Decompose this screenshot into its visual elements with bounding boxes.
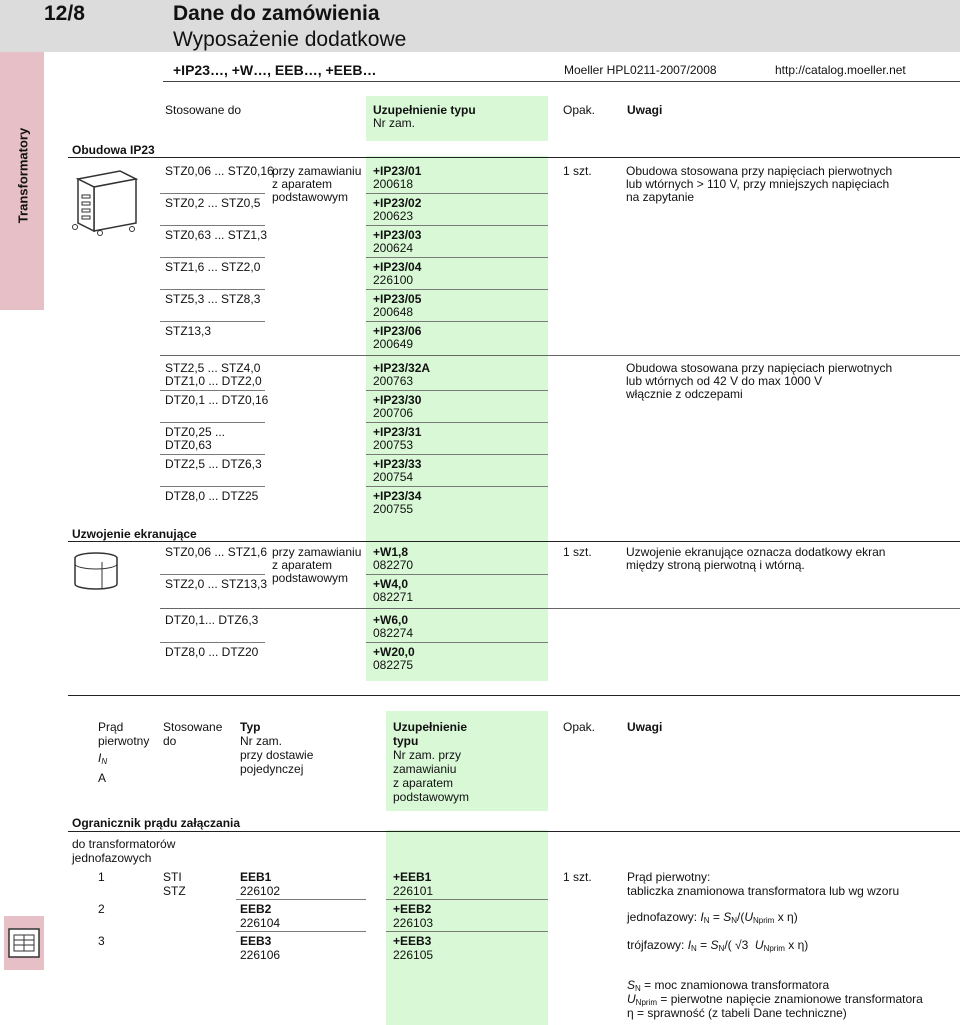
page-number: 12/8 — [44, 2, 85, 25]
code-cell: 226101 — [393, 884, 434, 898]
col-type: Typ — [240, 720, 261, 734]
code-cell: 226104 — [240, 916, 281, 930]
col-remarks: Uwagi — [627, 720, 663, 734]
type-cell: +IP23/06 — [373, 324, 422, 338]
code-cell: 200618 — [373, 177, 414, 191]
remark-line: lub wtórnych > 110 V, przy mniejszych napięciach — [626, 177, 890, 191]
pack-value: 1 szt. — [563, 164, 592, 178]
type-cell: +EEB2 — [393, 902, 432, 916]
note-line: z aparatem — [272, 558, 333, 572]
range-cell: STZ1,6 ... STZ2,0 — [165, 260, 261, 274]
range-cell: STZ2,5 ... STZ4,0 — [165, 361, 261, 375]
col-order-no: Nr zam. — [373, 116, 415, 130]
col-pack: Opak. — [563, 103, 596, 117]
col-supplement: podstawowym — [393, 790, 470, 804]
col-supplement: typu — [393, 734, 419, 748]
code-cell: 226103 — [393, 916, 434, 930]
range-cell: STZ0,06 ... STZ1,6 — [165, 545, 268, 559]
code-cell: 082270 — [373, 558, 414, 572]
remark-line: Obudowa stosowana przy napięciach pierwotnych — [626, 361, 893, 375]
definition-sn: $S_N$ = moc znamionowa transformatora — [627, 978, 830, 993]
col-type: Nr zam. — [240, 734, 282, 748]
remark-line: Uzwojenie ekranujące oznacza dodatkowy ekran — [626, 545, 886, 559]
range-cell: DTZ1,0 ... DTZ2,0 — [165, 374, 262, 388]
range-cell: DTZ8,0 ... DTZ20 — [165, 645, 259, 659]
transformer-icon — [8, 928, 40, 958]
current-cell: 2 — [98, 902, 105, 916]
code-cell: 082271 — [373, 590, 414, 604]
formula-single-phase: jednofazowy: $I_N = S_N/(U_{Nprim}$ x η) — [627, 910, 798, 925]
col-current-symbol: $I_N$ — [98, 751, 108, 766]
pack-value: 1 szt. — [563, 870, 592, 884]
range-cell: DTZ2,5 ... DTZ6,3 — [165, 457, 262, 471]
type-cell: +IP23/02 — [373, 196, 422, 210]
col-supplement: zamawianiu — [393, 762, 457, 776]
range-cell: STZ0,06 ... STZ0,16 — [165, 164, 274, 178]
current-cell: 3 — [98, 934, 105, 948]
remark-line: włącznie z odczepami — [626, 387, 743, 401]
source-label: Moeller HPL0211-2007/2008 — [564, 63, 717, 77]
note-line: podstawowym — [272, 190, 349, 204]
col-supplement: z aparatem — [393, 776, 454, 790]
current-cell: 1 — [98, 870, 105, 884]
note-line: podstawowym — [272, 571, 349, 585]
series-title: +IP23…, +W…, EEB…, +EEB… — [173, 62, 377, 78]
formula-three-phase: trójfazowy: $I_N = S_N/$( √3 $U_{Nprim}$ x η) — [627, 938, 809, 953]
applied-value: STZ — [163, 884, 186, 898]
note-line: z aparatem — [272, 177, 333, 191]
range-cell: STZ13,3 — [165, 324, 212, 338]
type-cell: +IP23/34 — [373, 489, 422, 503]
note-line: przy zamawianiu — [272, 164, 362, 178]
col-type: przy dostawie — [240, 748, 314, 762]
code-cell: 082275 — [373, 658, 414, 672]
code-cell: 226102 — [240, 884, 281, 898]
col-supplement: Uzupełnienie — [393, 720, 468, 734]
page-header — [0, 0, 960, 52]
range-cell: DTZ0,1... DTZ6,3 — [165, 613, 259, 627]
sidebar-label: Transformatory — [15, 127, 31, 224]
type-cell: +EEB1 — [393, 870, 432, 884]
code-cell: 200706 — [373, 406, 414, 420]
type-cell: +IP23/31 — [373, 425, 422, 439]
type-cell: +IP23/33 — [373, 457, 422, 471]
range-cell: STZ0,63 ... STZ1,3 — [165, 228, 268, 242]
type-cell: +W4,0 — [373, 577, 409, 591]
col-current: Prąd — [98, 720, 124, 734]
code-cell: 200648 — [373, 305, 414, 319]
code-cell: 200623 — [373, 209, 414, 223]
code-cell: 226106 — [240, 948, 281, 962]
code-cell: 200763 — [373, 374, 414, 388]
type-cell: +W1,8 — [373, 545, 409, 559]
col-applied: Stosowane do — [165, 103, 242, 117]
code-cell: 200649 — [373, 337, 414, 351]
type-cell: +EEB3 — [393, 934, 432, 948]
code-cell: 226105 — [393, 948, 434, 962]
remark-line: Obudowa stosowana przy napięciach pierwotnych — [626, 164, 893, 178]
section-subtitle: do transformatorów — [72, 837, 176, 851]
code-cell: 082274 — [373, 626, 414, 640]
remark-line: na zapytanie — [626, 190, 695, 204]
catalog-url[interactable]: http://catalog.moeller.net — [775, 63, 906, 77]
remark-line: tabliczka znamionowa transformatora lub wg wzoru — [627, 884, 900, 898]
remark-line: lub wtórnych od 42 V do max 1000 V — [626, 374, 823, 388]
page-subtitle: Wyposażenie dodatkowe — [173, 28, 407, 51]
col-supplement: Uzupełnienie typu — [373, 103, 476, 117]
enclosure-icon — [70, 165, 142, 237]
code-cell: 200624 — [373, 241, 414, 255]
range-cell: DTZ0,25 ... — [165, 425, 226, 439]
range-cell: STZ0,2 ... STZ0,5 — [165, 196, 261, 210]
range-cell: DTZ0,63 — [165, 438, 212, 452]
section-title-shield: Uzwojenie ekranujące — [72, 527, 197, 541]
type-cell: +IP23/32A — [373, 361, 431, 375]
col-remarks: Uwagi — [627, 103, 663, 117]
note-line: przy zamawianiu — [272, 545, 362, 559]
col-current-unit: A — [98, 771, 107, 785]
code-cell: 200755 — [373, 502, 414, 516]
section-title-ip23: Obudowa IP23 — [72, 143, 155, 157]
range-cell: STZ5,3 ... STZ8,3 — [165, 292, 261, 306]
type-cell: EEB2 — [240, 902, 272, 916]
type-cell: +IP23/30 — [373, 393, 422, 407]
col-applied: Stosowane — [163, 720, 223, 734]
section-subtitle: jednofazowych — [72, 851, 152, 865]
col-current: pierwotny — [98, 734, 150, 748]
range-cell: DTZ0,1 ... DTZ0,16 — [165, 393, 269, 407]
definition-unprim: $U_{Nprim}$ = pierwotne napięcie znamionowe transformatora — [627, 992, 923, 1007]
remark-line: między stroną pierwotną i wtórną. — [626, 558, 805, 572]
type-cell: +IP23/03 — [373, 228, 422, 242]
remark-title: Prąd pierwotny: — [627, 870, 711, 884]
col-pack: Opak. — [563, 720, 596, 734]
shield-winding-icon — [72, 550, 122, 595]
page-title: Dane do zamówienia — [173, 2, 380, 25]
type-cell: EEB1 — [240, 870, 272, 884]
range-cell: STZ2,0 ... STZ13,3 — [165, 577, 268, 591]
applied-value: STI — [163, 870, 182, 884]
type-cell: +IP23/05 — [373, 292, 422, 306]
code-cell: 200753 — [373, 438, 414, 452]
type-cell: +IP23/04 — [373, 260, 422, 274]
col-supplement: Nr zam. przy — [393, 748, 462, 762]
section-title-eeb: Ogranicznik prądu załączania — [72, 816, 241, 830]
type-cell: +W6,0 — [373, 613, 409, 627]
type-cell: +IP23/01 — [373, 164, 422, 178]
range-cell: DTZ8,0 ... DTZ25 — [165, 489, 259, 503]
definition-eta: η = sprawność (z tabeli Dane techniczne) — [627, 1006, 847, 1020]
col-type: pojedynczej — [240, 762, 304, 776]
code-cell: 200754 — [373, 470, 414, 484]
col-applied: do — [163, 734, 177, 748]
type-cell: +W20,0 — [373, 645, 415, 659]
code-cell: 226100 — [373, 273, 414, 287]
pack-value: 1 szt. — [563, 545, 592, 559]
type-cell: EEB3 — [240, 934, 272, 948]
